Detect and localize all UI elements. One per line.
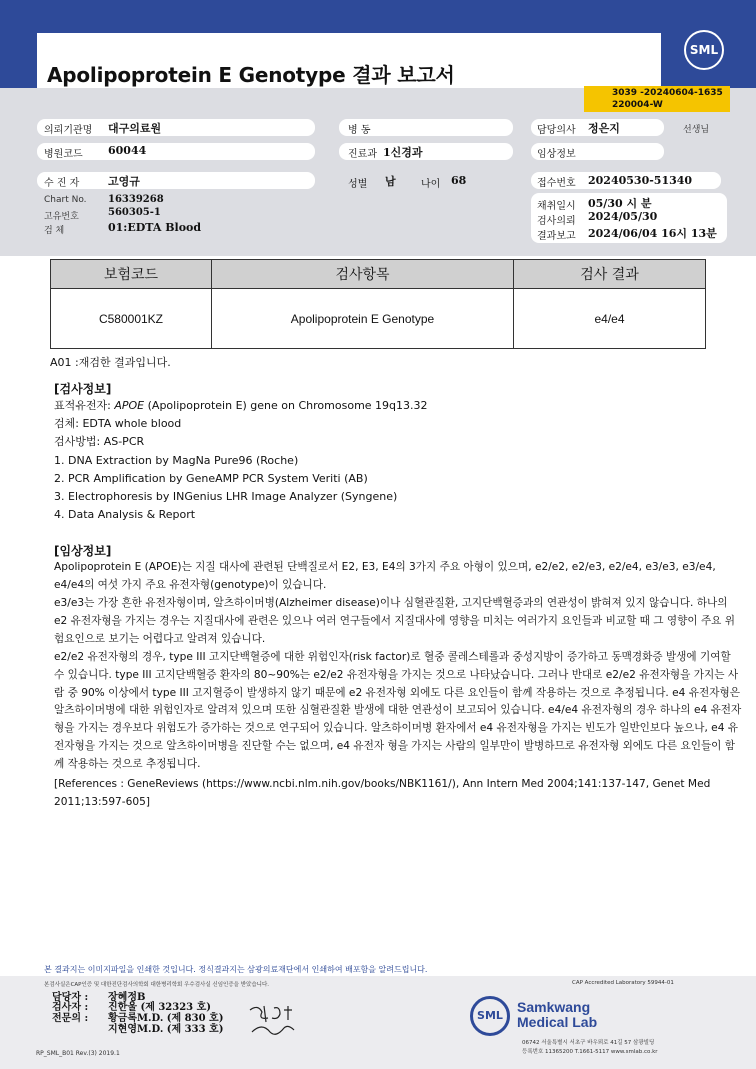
request-label: 검사의뢰	[537, 216, 576, 227]
footer-logo: SML	[470, 996, 510, 1036]
collect-label: 채취일시	[537, 201, 576, 212]
collect-value: 05/30 시 분	[588, 197, 652, 210]
ward-label: 병 동	[348, 125, 371, 136]
target-gene: APOE	[114, 399, 145, 412]
title-box	[37, 33, 661, 88]
receipt-label: 접수번호	[537, 178, 576, 189]
step-1: 1. DNA Extraction by MagNa Pure96 (Roche)	[54, 454, 299, 467]
lab-name-1: Samkwang	[517, 999, 591, 1015]
lab-name	[517, 1000, 597, 1030]
staff-manager: 장혜정B	[108, 992, 146, 1003]
result-value: 2024/06/04 16시 13분	[588, 227, 717, 240]
result-label: 결과보고	[537, 231, 576, 242]
staff-specialist-1: 황금록M.D. (제 830 호)	[108, 1013, 224, 1024]
age-label: 나이	[421, 179, 441, 190]
dept-label: 진료과	[348, 149, 377, 160]
unique-label: 고유번호	[44, 212, 79, 222]
lab-address: 06742 서울특별시 서초구 바우뫼로 41길 57 삼광빌딩	[522, 1040, 655, 1046]
cap-accreditation: CAP Accredited Laboratory 59944-01	[572, 980, 674, 986]
patient-label: 수 진 자	[44, 178, 80, 189]
clinical-info-heading: [임상정보]	[54, 544, 112, 558]
report-id-line2: 220004-W	[612, 100, 663, 110]
staff-specialist-2: 지현영M.D. (제 333 호)	[108, 1024, 224, 1035]
hospital-code-value: 60044	[108, 144, 147, 157]
doctor-label: 담당의사	[537, 125, 576, 136]
target-gene-line	[54, 397, 428, 415]
staff-label-tester: 검사자 :	[52, 1002, 89, 1013]
specimen-value: 01:EDTA Blood	[108, 221, 202, 234]
institution-label: 의뢰기관명	[44, 125, 93, 136]
request-value: 2024/05/30	[588, 210, 658, 223]
step-2: 2. PCR Amplification by GeneAMP PCR System Veriti (AB)	[54, 472, 368, 485]
specimen-line: 검체: EDTA whole blood	[54, 417, 182, 430]
report-id	[584, 86, 730, 112]
specimen-label: 검 체	[44, 226, 65, 236]
report-id-line1: 3039 -20240604-1635	[612, 88, 723, 98]
target-prefix: 표적유전자:	[54, 399, 115, 412]
lab-phone: 등록번호 11365200 T.1661-5117 www.smlab.co.kr	[522, 1049, 658, 1055]
receipt-value: 20240530-51340	[588, 174, 693, 187]
unique-value: 560305-1	[108, 207, 161, 218]
institution-value: 대구의료원	[108, 122, 162, 135]
step-4: 4. Data Analysis & Report	[54, 508, 196, 521]
chart-label: Chart No.	[44, 195, 87, 205]
table-row	[51, 289, 706, 349]
clinical-paragraph-1: Apolipoprotein E (APOE)는 지질 대사에 관련된 단백질로서 E2, E3, E4의 3가지 주요 아형이 있으며, e2/e2, e2/e3, e2/e4, e3/e3, e3/e4, e4/e4의 여섯 가지 주요 유전자형(genotype)이 있습니다.	[54, 561, 716, 591]
report-title: Apolipoprotein E Genotype 결과 보고서	[47, 63, 455, 87]
chart-value: 16339268	[108, 194, 164, 205]
dept-value: 1신경과	[383, 146, 423, 159]
step-3: 3. Electrophoresis by INGenius LHR Image Analyzer (Syngene)	[54, 490, 398, 503]
method-line: 검사방법: AS-PCR	[54, 435, 145, 448]
retest-note: A01 :재검한 결과입니다.	[50, 356, 171, 369]
header-insurance-code: 보험코드	[51, 260, 212, 289]
clinical-paragraph-2: e3/e3는 가장 흔한 유전자형이며, 알츠하이머병(Alzheimer disease)이나 심혈관질환, 고지단백혈증과의 연관성이 밝혀져 있지 않습니다. 하나의 e2 유전자형을 가지는 경우는 지질대사에 관련은 있으나 여러 연구들에서 지질대사에 영향을 미치는 여러가지 요인들과 비교할 때 그 영향이 주요 위험요인으로 보기는 어렵다고 알려져 있습니다.	[54, 597, 736, 645]
staff-label-specialist: 전문의 :	[52, 1013, 89, 1024]
form-id: RP_SML_B01 Rev.(3) 2019.1	[36, 1050, 120, 1057]
doctor-title: 선생님	[683, 125, 710, 135]
target-rest: (Apolipoprotein E) gene on Chromosome 19q13.32	[144, 399, 428, 412]
cell-test-item: Apolipoprotein E Genotype	[212, 289, 514, 349]
sml-logo: SML	[684, 30, 724, 70]
age-value: 68	[451, 174, 467, 187]
sex-value: 남	[385, 175, 396, 188]
test-info-heading: [검사정보]	[54, 382, 112, 396]
doctor-value: 정은지	[588, 122, 620, 135]
sex-label: 성별	[348, 179, 368, 190]
header-test-result: 검사 결과	[514, 260, 706, 289]
staff-label-manager: 담당자 :	[52, 992, 89, 1003]
clinical-label: 임상정보	[537, 149, 576, 160]
results-table	[50, 259, 706, 349]
cell-test-result: e4/e4	[514, 289, 706, 349]
clinical-paragraph-3: e2/e2 유전자형의 경우, type III 고지단백혈증에 대한 위험인자(risk factor)로 혈중 콜레스테롤과 중성지방이 증가하고 동맥경화증 발생에 기여할 수 있습니다. type III 고지단백혈증 환자의 80~90%는 e2/e2 유전자형을 가지는 것으로 나타났습니다. 그러나 반대로 e2/e2 유전자형을 가지는 사람 중 90% 이상에서 type III 고지혈증이 발생하지 않기 때문에 e2 유전자형 외에도 다른 요인들이 함께 작용하는 것으로 추정됩니다. e4 유전자형은 알츠하이머병에 대한 위험인자로 알려져 있으며 또한 심혈관질환 발생에 대한 연관성이 보고되어 있습니다. e4/e4 유전자형의 경우 하나의 e4 유전자형을 가지는 경우보다 위험도가 증가하는 것으로 연구되어 있습니다. 알츠하이머병 환자에서 e4 유전자형을 가지는 빈도가 일반인보다 높으나, e4 유전자형을 가지는 것으로 알츠하이머병을 진단할 수는 없으며, e4 유전자 형을 가지는 사람의 일부만이 발병하므로 유전자형 외에도 다른 요인들이 함께 작용하는 것으로 추정됩니다.	[54, 651, 742, 770]
cert-line: 본검사실은CAP인증 및 대한진단검사의학회 대한병리학회 우수검사실 신임인증을 받았습니다.	[44, 982, 270, 988]
header-test-item: 검사항목	[212, 260, 514, 289]
references: [References : GeneReviews (https://www.ncbi.nlm.nih.gov/books/NBK1161/), Ann Intern Med 2004;141:137-147, Genet Med 2011;13:597-605]	[54, 778, 711, 808]
staff-tester: 진한울 (제 32323 호)	[108, 1002, 211, 1013]
lab-name-2: Medical Lab	[517, 1014, 598, 1030]
hospital-code-label: 병원코드	[44, 149, 83, 160]
signature-icon	[244, 1002, 302, 1040]
cell-insurance-code: C580001KZ	[51, 289, 212, 349]
footer-notice: 본 결과지는 이미지파일을 인쇄한 것입니다. 정식결과지는 삼광의료재단에서 인쇄하여 배포함을 알려드립니다.	[44, 965, 428, 974]
patient-value: 고영규	[108, 175, 140, 188]
